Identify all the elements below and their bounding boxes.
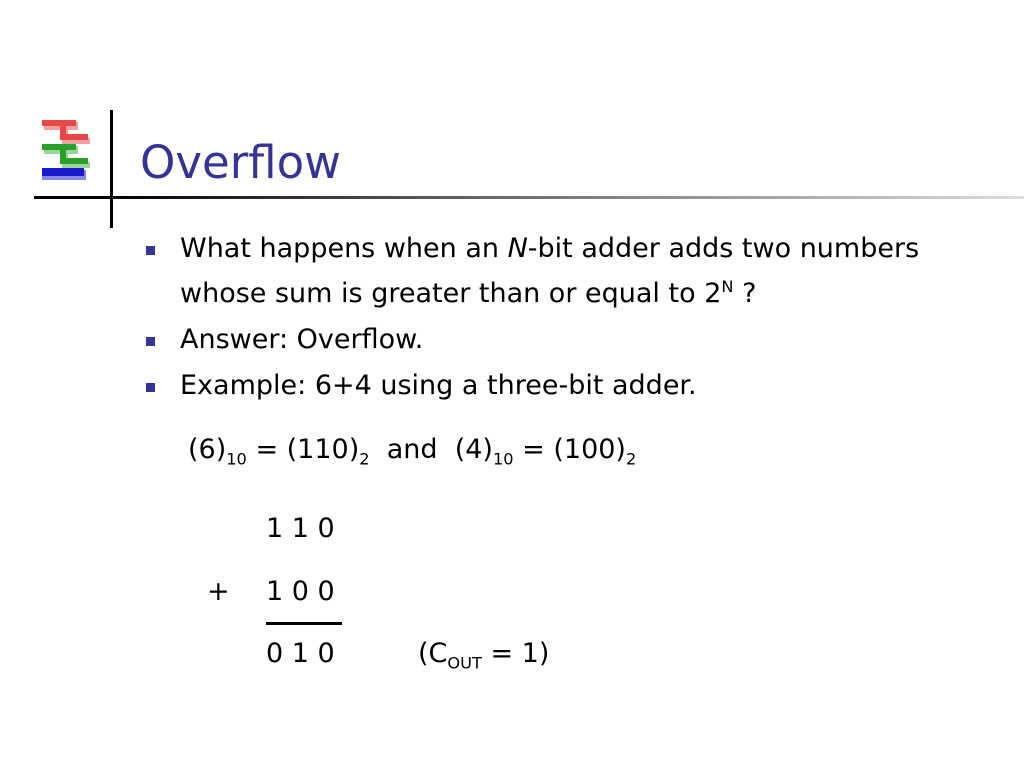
conversion-equation <box>188 434 636 468</box>
logo-green-stripe <box>42 144 90 168</box>
bullet-italic-n: N <box>507 233 528 264</box>
logo-red-stripe <box>42 120 90 144</box>
bullet-text: What happens when an <box>180 233 508 264</box>
eq-b-base: 2 <box>359 449 370 469</box>
addend-row-1: 1 1 0 <box>266 513 335 544</box>
square-bullet-icon <box>146 246 155 255</box>
carry-post: = 1) <box>481 638 550 669</box>
title-underline-rule <box>113 196 1024 199</box>
eq-c: (4) <box>454 434 493 465</box>
sum-line <box>266 622 342 625</box>
bullet-list <box>142 230 1002 413</box>
bullet-text: Answer: Overflow. <box>180 324 424 355</box>
slide-logo-icon <box>38 116 106 184</box>
eq-a: (6) <box>188 434 227 465</box>
title-left-rule <box>34 196 110 199</box>
square-bullet-icon <box>146 337 155 346</box>
bullet-superscript: N <box>721 277 734 296</box>
logo-blue-stripe <box>42 168 86 180</box>
addend-row-2: 1 0 0 <box>266 576 335 607</box>
eq-b: = (110) <box>246 434 360 465</box>
square-bullet-icon <box>146 383 155 392</box>
eq-a-base: 10 <box>226 449 247 469</box>
eq-c-base: 10 <box>492 449 514 469</box>
carry-pre: (C <box>418 638 448 669</box>
carry-sub: OUT <box>447 653 482 673</box>
bullet-item-question <box>142 230 1002 313</box>
eq-d-base: 2 <box>625 449 637 469</box>
bullet-text: -bit adder adds two numbers whose sum is greater than or equal to 2 <box>180 233 920 309</box>
carry-out-note <box>418 638 549 672</box>
bullet-item-answer <box>142 321 1002 359</box>
bullet-text: Example: 6+4 using a three-bit adder. <box>180 370 697 401</box>
slide-title: Overflow <box>140 136 341 189</box>
bullet-item-example <box>142 367 1002 405</box>
eq-d: = (100) <box>513 434 626 465</box>
plus-sign: + <box>207 576 230 607</box>
bullet-text: ? <box>733 278 757 309</box>
sum-result: 0 1 0 <box>266 638 335 669</box>
eq-and: and <box>369 434 455 465</box>
title-vertical-rule <box>110 110 113 228</box>
